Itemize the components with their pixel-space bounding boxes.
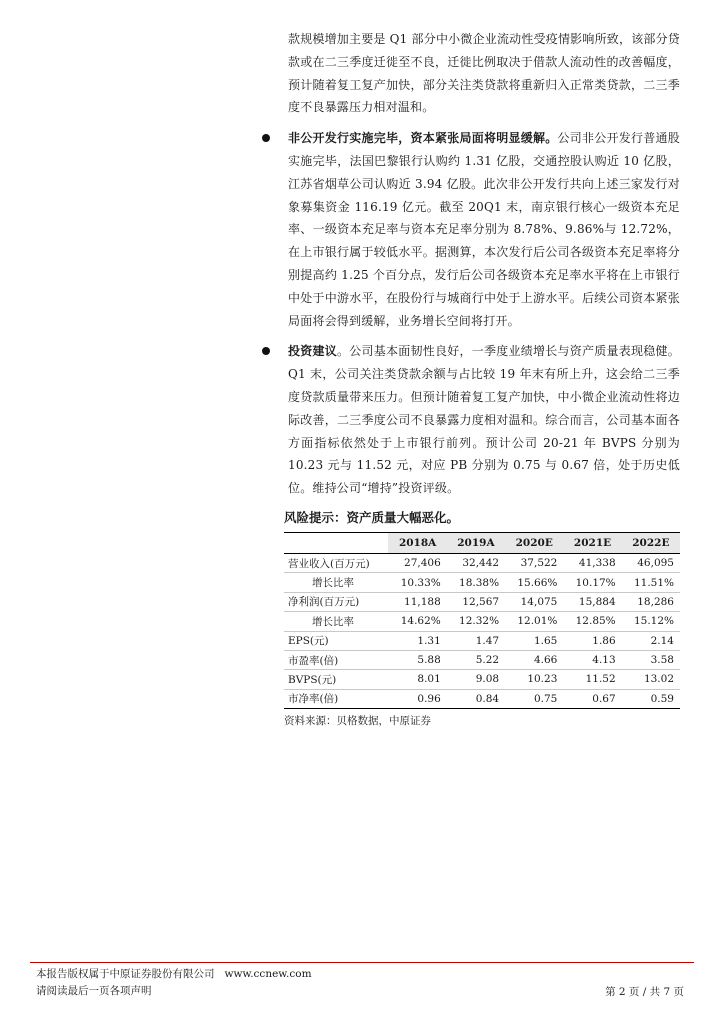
- data-source: 资料来源：贝格数据，中原证券: [284, 715, 431, 728]
- table-cell: 41,338: [563, 553, 621, 572]
- footer-url-link[interactable]: www.ccnew.com: [224, 968, 312, 980]
- table-cell: 0.75: [505, 689, 563, 708]
- table-cell: 37,522: [505, 553, 563, 572]
- table-cell: 15,884: [563, 592, 621, 611]
- table-cell: 14.62%: [388, 612, 446, 631]
- bullet-title: 投资建议: [288, 344, 338, 359]
- bullet-icon: [262, 347, 270, 355]
- table-cell: 0.59: [622, 689, 680, 708]
- table-cell: 5.22: [447, 650, 505, 669]
- bullet-body: 。公司基本面韧性良好，一季度业绩增长与资产质量表现稳健。Q1 末，公司关注类贷款余额与占比较 19 年末有所上升，这会给二三季度贷款质量带来压力。但预计随着复工复产加快，中小微企业流动性将边际改善，二三季度公司不良暴露力度相对温和。综合而言，公司基本面各方面指标依然处于上市银行前列。预计公司 20-21 年 BVPS 分别为 10.23 元与 11.52 元，对应 PB 分别为 0.75 与 0.67 倍，处于历史低位。维持公司“增持”投资评级。: [288, 344, 680, 496]
- table-cell: 15.66%: [505, 573, 563, 592]
- table-row: [284, 670, 680, 689]
- table-body: [284, 553, 680, 708]
- table-cell: 1.86: [563, 631, 621, 650]
- row-label: 营业收入(百万元): [284, 553, 388, 572]
- bullet-icon: [262, 134, 270, 142]
- table-row: [284, 573, 680, 592]
- table-cell: 18.38%: [447, 573, 505, 592]
- table-cell: 1.47: [447, 631, 505, 650]
- table-cell: 11.51%: [622, 573, 680, 592]
- row-label: EPS(元): [284, 631, 388, 650]
- table-cell: 3.58: [622, 650, 680, 669]
- table-cell: 11,188: [388, 592, 446, 611]
- table-cell: 27,406: [388, 553, 446, 572]
- intro-paragraph: 款规模增加主要是 Q1 部分中小微企业流动性受疫情影响所致，该部分贷款或在二三季度迁徙至不良，迁徙比例取决于借款人流动性的改善幅度，预计随着复工复产加快，部分关注类贷款将重新归入正常类贷款，二三季度不良暴露压力相对温和。: [288, 32, 680, 115]
- table-header-cell: 2018A: [388, 532, 446, 553]
- table-cell: 1.31: [388, 631, 446, 650]
- risk-warning: 风险提示：资产质量大幅恶化。: [284, 509, 460, 525]
- table-cell: 5.88: [388, 650, 446, 669]
- table-row: [284, 631, 680, 650]
- table-cell: 10.17%: [563, 573, 621, 592]
- table-cell: 8.01: [388, 670, 446, 689]
- row-label: BVPS(元): [284, 670, 388, 689]
- page-number: 第 2 页 / 共 7 页: [605, 986, 684, 998]
- financial-forecast-table: [284, 532, 680, 709]
- table-cell: 2.14: [622, 631, 680, 650]
- table-cell: 11.52: [563, 670, 621, 689]
- row-label: 增长比率: [284, 573, 388, 592]
- table-row: [284, 612, 680, 631]
- table-row: [284, 689, 680, 708]
- table-cell: 4.13: [563, 650, 621, 669]
- table-cell: 14,075: [505, 592, 563, 611]
- footer-copyright: 本报告版权属于中原证券股份有限公司: [36, 968, 215, 980]
- table-cell: 12,567: [447, 592, 505, 611]
- footer-divider: [30, 962, 694, 963]
- row-label: 净利润(百万元): [284, 592, 388, 611]
- table-cell: 46,095: [622, 553, 680, 572]
- table-header-cell: 2019A: [447, 532, 505, 553]
- table-cell: 15.12%: [622, 612, 680, 631]
- bullet-item-capital: [288, 127, 680, 332]
- table-cell: 4.66: [505, 650, 563, 669]
- table-header-cell: [284, 532, 388, 553]
- table-header-cell: 2020E: [505, 532, 563, 553]
- table-header-cell: 2021E: [563, 532, 621, 553]
- table-cell: 12.01%: [505, 612, 563, 631]
- table-cell: 18,286: [622, 592, 680, 611]
- table-cell: 10.33%: [388, 573, 446, 592]
- table-cell: 0.84: [447, 689, 505, 708]
- table-row: [284, 553, 680, 572]
- table-cell: 12.32%: [447, 612, 505, 631]
- footer-left: [36, 966, 312, 1000]
- table-cell: 9.08: [447, 670, 505, 689]
- table-cell: 32,442: [447, 553, 505, 572]
- table-cell: 12.85%: [563, 612, 621, 631]
- table-cell: 10.23: [505, 670, 563, 689]
- table-cell: 0.96: [388, 689, 446, 708]
- row-label: 增长比率: [284, 612, 388, 631]
- bullet-item-investment: [288, 340, 680, 500]
- bullet-title: 非公开发行实施完毕，资本紧张局面将明显缓解。: [288, 131, 558, 146]
- footer-disclaimer: 请阅读最后一页各项声明: [36, 985, 152, 997]
- row-label: 市净率(倍): [284, 689, 388, 708]
- table-cell: 1.65: [505, 631, 563, 650]
- bullet-body: 公司非公开发行普通股实施完毕，法国巴黎银行认购约 1.31 亿股，交通控股认购近 10 亿股，江苏省烟草公司认购近 3.94 亿股。此次非公开发行共向上述三家发行对象募集资金 116.19 亿元。截至 20Q1 末，南京银行核心一级资本充足率、一级资本充足率与资本充足率分别为 8.78%、9.86%与 12.72%，在上市银行属于较低水平。据测算，本次发行后公司各级资本充足率将分别提高约 1.25 个百分点，发行后公司各级资本充足率水平将在上市银行中处于中游水平，在股份行与城商行中处于上游水平。后续公司资本紧张局面将会得到缓解，业务增长空间将打开。: [288, 131, 680, 328]
- table-row: [284, 650, 680, 669]
- table-header-cell: 2022E: [622, 532, 680, 553]
- row-label: 市盈率(倍): [284, 650, 388, 669]
- table-cell: 13.02: [622, 670, 680, 689]
- table-header-row: [284, 532, 680, 553]
- report-body: [284, 28, 680, 728]
- table-cell: 0.67: [563, 689, 621, 708]
- table-row: [284, 592, 680, 611]
